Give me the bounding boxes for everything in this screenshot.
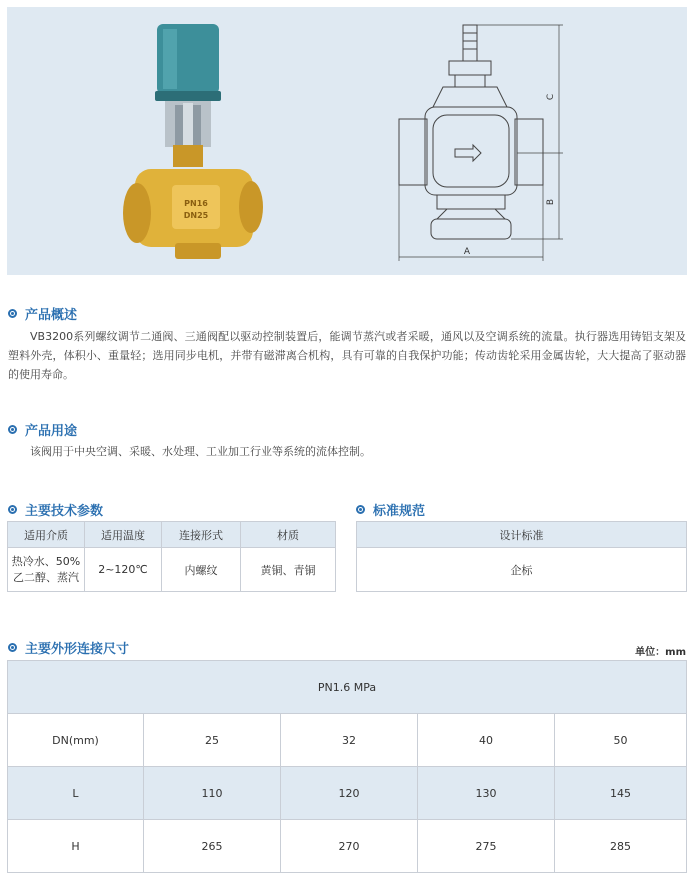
bullet-ring-icon <box>356 505 365 514</box>
usage-body: 该阀用于中央空调、采暖、水处理、工业加工行业等系统的流体控制。 <box>30 445 371 458</box>
section-title-usage <box>8 420 77 439</box>
section-title-standards <box>356 500 425 519</box>
section-title-dimensions <box>8 638 129 657</box>
standards-table <box>356 521 687 592</box>
dimension-label-a: A <box>463 247 471 257</box>
table-row <box>8 548 336 592</box>
table-cell: 内螺纹 <box>162 548 241 592</box>
dimension-label-c: C <box>546 93 556 101</box>
table-cell: 2~120℃ <box>85 548 162 592</box>
valve-photo <box>123 24 263 259</box>
overview-body: VB3200系列螺纹调节二通阀、三通阀配以驱动控制装置后，能调节蒸汽或者采暖，通风以及空调系统的流量。执行器选用铸铝支架及塑料外壳，体积小、重量轻；选用同步电机，并带有磁滞离合机构，具有可靠的自我保护功能；传动齿轮采用金属齿轮，大大提高了驱动器的使用寿命。 <box>8 330 686 381</box>
table-cell: 110 <box>144 767 281 820</box>
table-header-row <box>357 522 687 548</box>
bullet-ring-icon <box>8 505 17 514</box>
product-hero <box>7 7 687 275</box>
table-header-cell: 设计标准 <box>357 522 687 548</box>
section-title-overview <box>8 304 77 323</box>
tech-params-table <box>7 521 336 592</box>
table-cell: 285 <box>555 820 687 873</box>
table-header-cell: 连接形式 <box>162 522 241 548</box>
table-header-row <box>8 661 687 714</box>
dimensions-title: 主要外形连接尺寸 <box>25 642 130 657</box>
table-cell: 企标 <box>357 548 687 592</box>
dimensions-table <box>7 660 687 873</box>
bullet-ring-icon <box>8 425 17 434</box>
dimension-label-b: B <box>546 198 556 206</box>
table-cell: 145 <box>555 767 687 820</box>
table-cell: 黄铜、青铜 <box>241 548 336 592</box>
actuator-label-dn: DN25 <box>183 211 209 220</box>
section-title-tech-params <box>8 500 103 519</box>
row-label: DN(mm) <box>8 714 144 767</box>
table-cell: 32 <box>281 714 418 767</box>
row-label: L <box>8 767 144 820</box>
bullet-ring-icon <box>8 309 17 318</box>
table-cell: 130 <box>418 767 555 820</box>
table-row <box>357 548 687 592</box>
table-cell: 25 <box>144 714 281 767</box>
table-cell: 热冷水、50%乙二醇、蒸汽 <box>8 548 85 592</box>
unit-label: 单位：mm <box>635 647 686 658</box>
table-header-cell: 材质 <box>241 522 336 548</box>
product-illustration <box>7 7 687 275</box>
usage-title: 产品用途 <box>25 424 78 439</box>
table-row <box>8 820 687 873</box>
table-cell: 40 <box>418 714 555 767</box>
table-cell: 270 <box>281 820 418 873</box>
table-cell: 265 <box>144 820 281 873</box>
table-header-cell: 适用介质 <box>8 522 85 548</box>
table-header-cell: 适用温度 <box>85 522 162 548</box>
bullet-ring-icon <box>8 643 17 652</box>
tech-params-title: 主要技术参数 <box>25 504 104 519</box>
table-row <box>8 714 687 767</box>
table-cell: 120 <box>281 767 418 820</box>
row-label: H <box>8 820 144 873</box>
pressure-header: PN1.6 MPa <box>8 661 687 714</box>
standards-title: 标准规范 <box>373 504 426 519</box>
technical-drawing <box>399 25 563 261</box>
table-cell: 275 <box>418 820 555 873</box>
table-header-row <box>8 522 336 548</box>
table-row <box>8 767 687 820</box>
overview-title: 产品概述 <box>25 308 78 323</box>
actuator-label-pn: PN16 <box>184 199 208 208</box>
table-cell: 50 <box>555 714 687 767</box>
